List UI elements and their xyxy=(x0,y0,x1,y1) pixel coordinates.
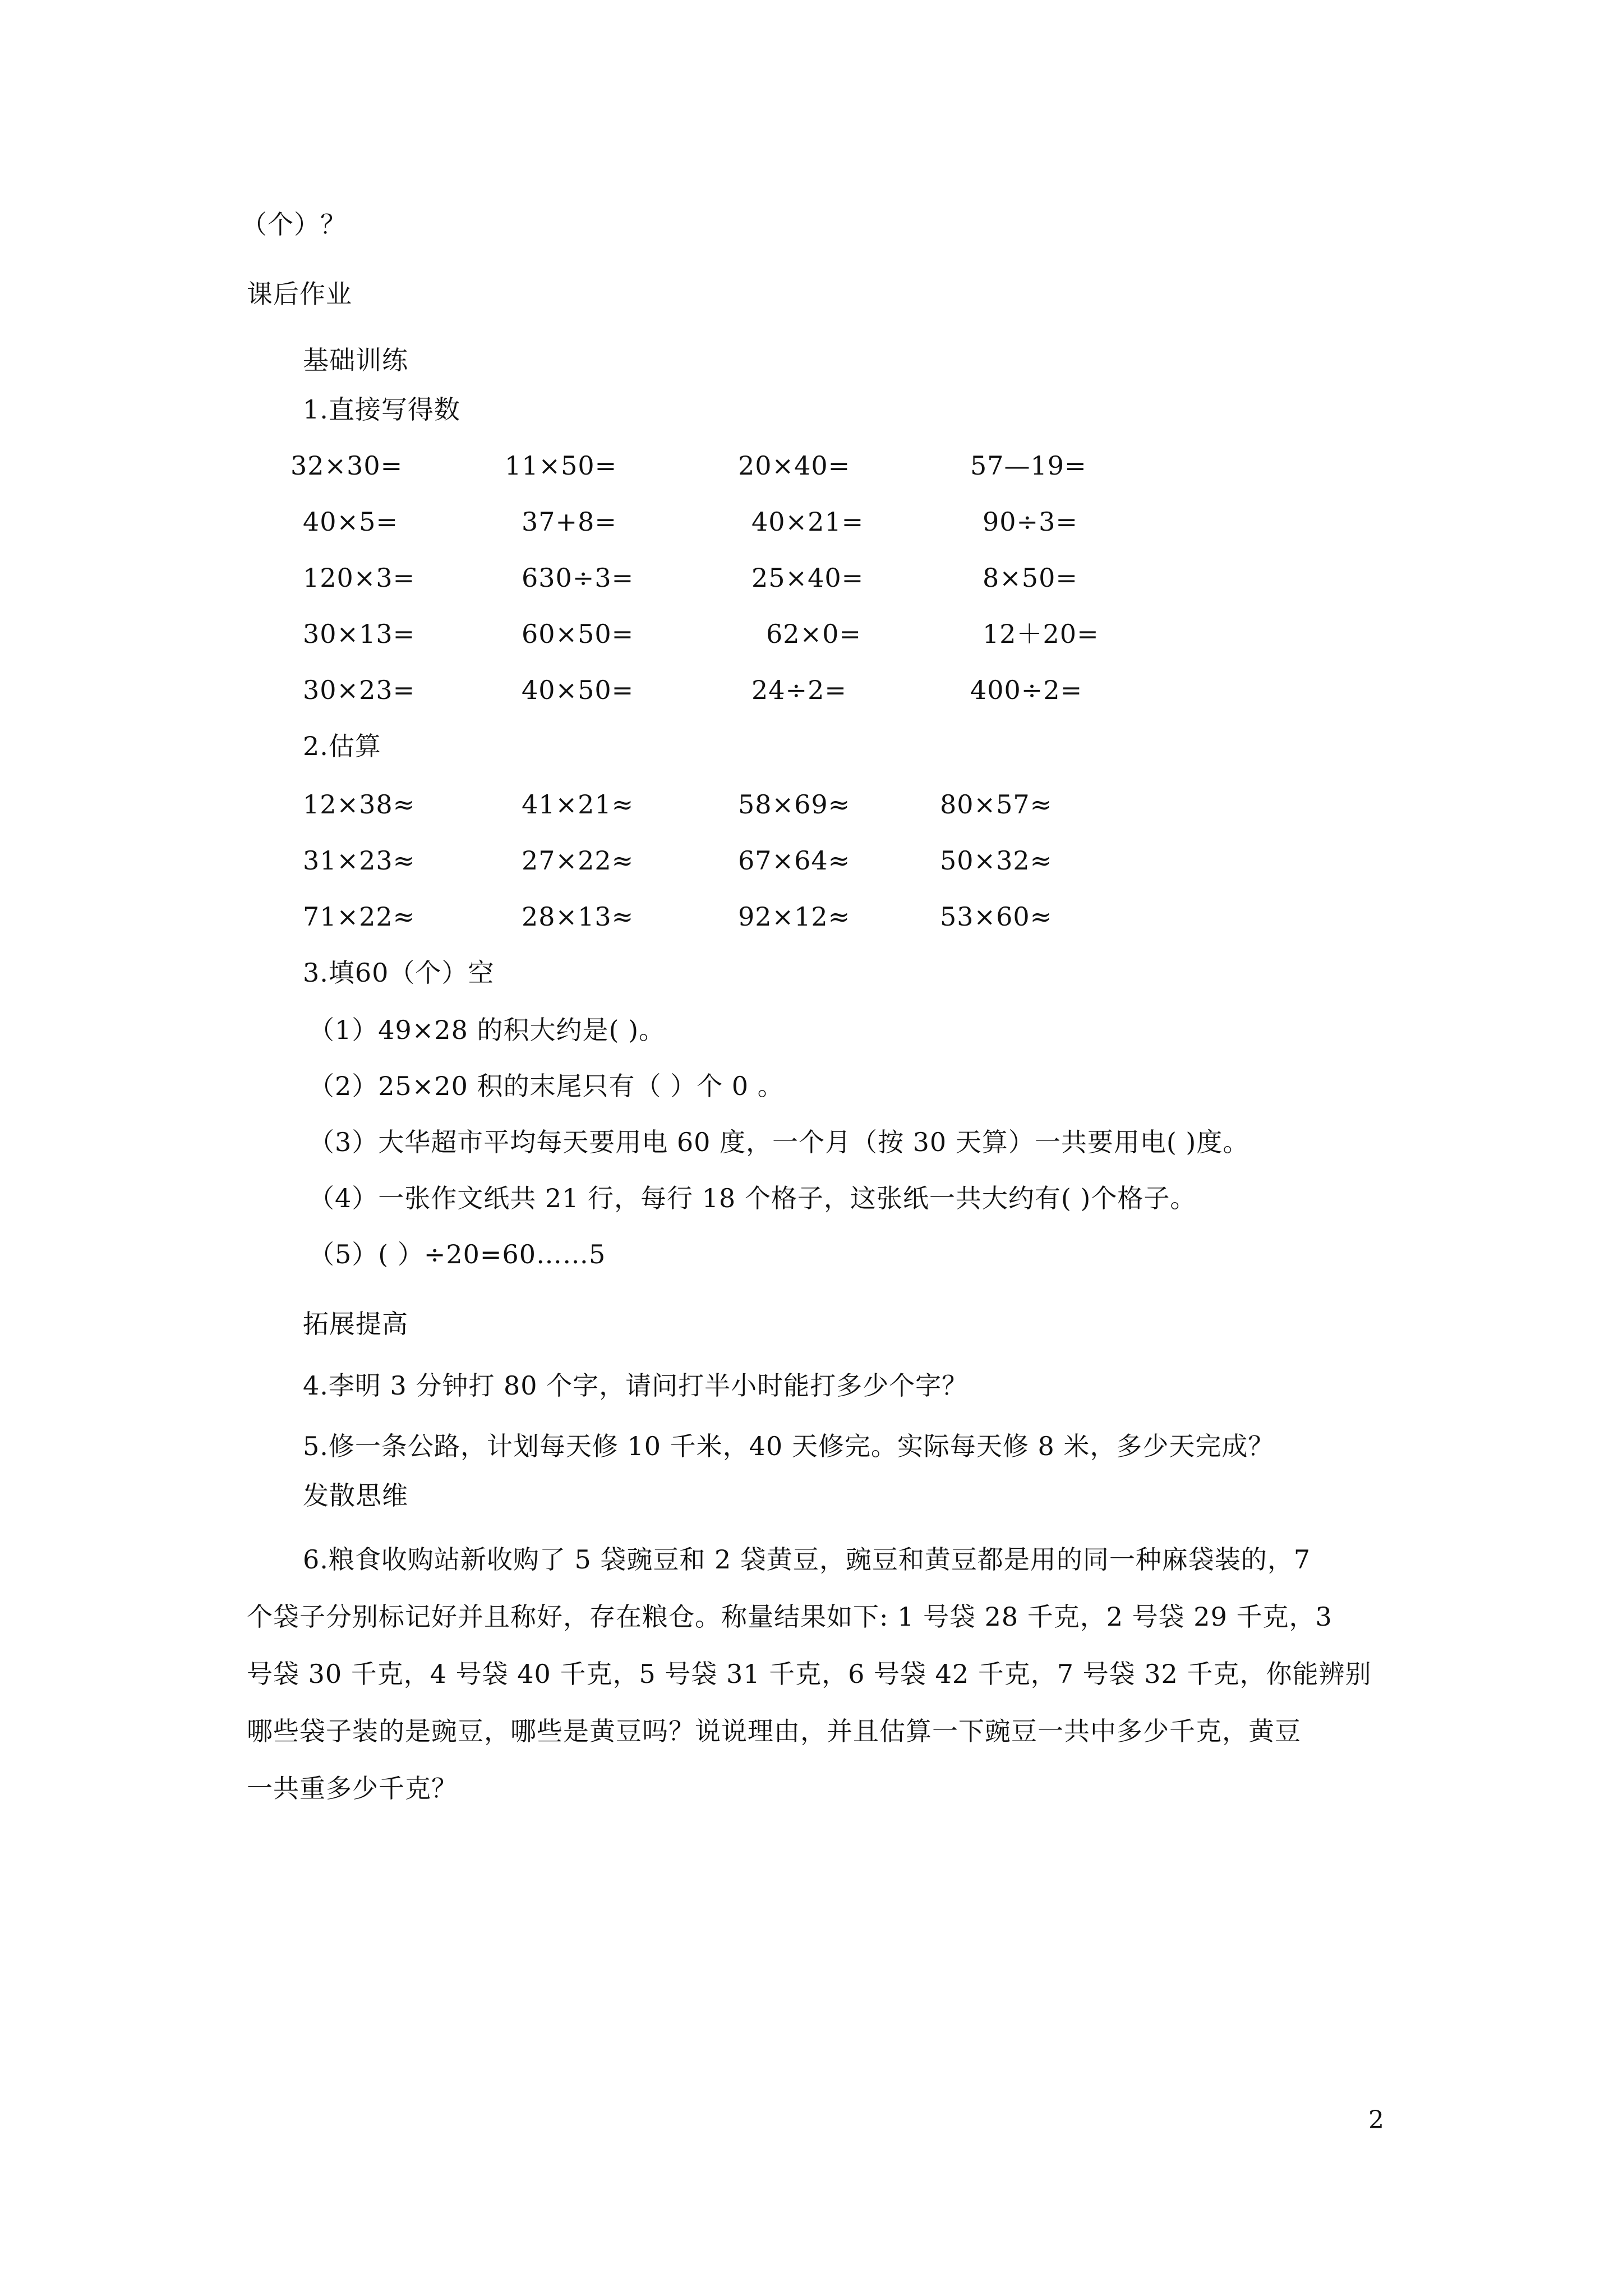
q2-cell: 58×69≈ xyxy=(738,789,851,820)
q2-cell: 71×22≈ xyxy=(303,901,416,932)
q2-cell: 27×22≈ xyxy=(522,845,634,876)
q6-line: 一共重多少千克？ xyxy=(247,1773,458,1803)
q1-cell: 24÷2= xyxy=(751,675,847,705)
q1-cell: 30×23= xyxy=(303,675,416,705)
q5-text: 5.修一条公路，计划每天修 10 千米，40 天修完。实际每天修 8 米，多少天完成？ xyxy=(303,1431,1275,1461)
top-fragment: （个）？ xyxy=(241,209,347,240)
q1-cell: 120×3= xyxy=(303,563,416,593)
q2-cell: 41×21≈ xyxy=(522,789,634,820)
q1-cell: 12＋20= xyxy=(983,619,1099,649)
q1-cell: 37+8= xyxy=(522,507,617,537)
q1-cell: 25×40= xyxy=(751,563,864,593)
page-number: 2 xyxy=(1368,2106,1384,2134)
q2-cell: 80×57≈ xyxy=(940,789,1053,820)
q6-line: 号袋 30 千克，4 号袋 40 千克，5 号袋 31 千克，6 号袋 42 千克，7 号袋 32 千克，你能辨别 xyxy=(247,1659,1372,1689)
q3-item: （2）25×20 积的末尾只有（ ）个 0 。 xyxy=(308,1071,784,1101)
q6-line: 个袋子分别标记好并且称好，存在粮仓。称量结果如下: 1 号袋 28 千克，2 号袋 29 千克，3 xyxy=(247,1602,1332,1632)
q2-cell: 31×23≈ xyxy=(303,845,416,876)
q1-cell: 11×50= xyxy=(505,450,617,481)
q6-line: 6.粮食收购站新收购了 5 袋豌豆和 2 袋黄豆，豌豆和黄豆都是用的同一种麻袋装的，7 xyxy=(303,1544,1311,1575)
extension-heading: 拓展提高 xyxy=(303,1309,408,1339)
q4-text: 4.李明 3 分钟打 80 个字，请问打半小时能打多少个字？ xyxy=(303,1370,969,1401)
q3-title: 3.填60（个）空 xyxy=(303,958,495,988)
q1-cell: 8×50= xyxy=(983,563,1078,593)
q1-cell: 630÷3= xyxy=(522,563,634,593)
q3-item: （1）49×28 的积大约是( )。 xyxy=(308,1015,666,1045)
q1-cell: 30×13= xyxy=(303,619,416,649)
q6-line: 哪些袋子装的是豌豆，哪些是黄豆吗？说说理由，并且估算一下豌豆一共中多少千克，黄豆 xyxy=(247,1716,1301,1746)
q2-cell: 28×13≈ xyxy=(522,901,634,932)
q1-cell: 400÷2= xyxy=(970,675,1083,705)
q2-cell: 12×38≈ xyxy=(303,789,416,820)
q1-cell: 20×40= xyxy=(738,450,851,481)
q1-cell: 32×30= xyxy=(291,450,403,481)
q2-cell: 67×64≈ xyxy=(738,845,851,876)
q1-cell: 60×50= xyxy=(522,619,634,649)
q2-cell: 53×60≈ xyxy=(940,901,1053,932)
q2-title: 2.估算 xyxy=(303,731,381,761)
q1-cell: 90÷3= xyxy=(983,507,1078,537)
q3-item: （5）( ）÷20=60……5 xyxy=(308,1239,606,1269)
q1-cell: 40×5= xyxy=(303,507,398,537)
q1-cell: 62×0= xyxy=(766,619,861,649)
q3-item: （4）一张作文纸共 21 行，每行 18 个格子，这张纸一共大约有( )个格子。 xyxy=(308,1183,1197,1213)
divergent-heading: 发散思维 xyxy=(303,1480,408,1511)
q2-cell: 50×32≈ xyxy=(940,845,1053,876)
q1-cell: 40×50= xyxy=(522,675,634,705)
q1-cell: 57—19= xyxy=(970,450,1087,481)
q1-cell: 40×21= xyxy=(751,507,864,537)
q3-item: （3）大华超市平均每天要用电 60 度，一个月（按 30 天算）一共要用电( )度。 xyxy=(308,1127,1249,1157)
q1-title: 1.直接写得数 xyxy=(303,394,460,425)
section-title: 课后作业 xyxy=(247,279,352,309)
q2-cell: 92×12≈ xyxy=(738,901,851,932)
basic-training-heading: 基础训练 xyxy=(303,345,408,375)
